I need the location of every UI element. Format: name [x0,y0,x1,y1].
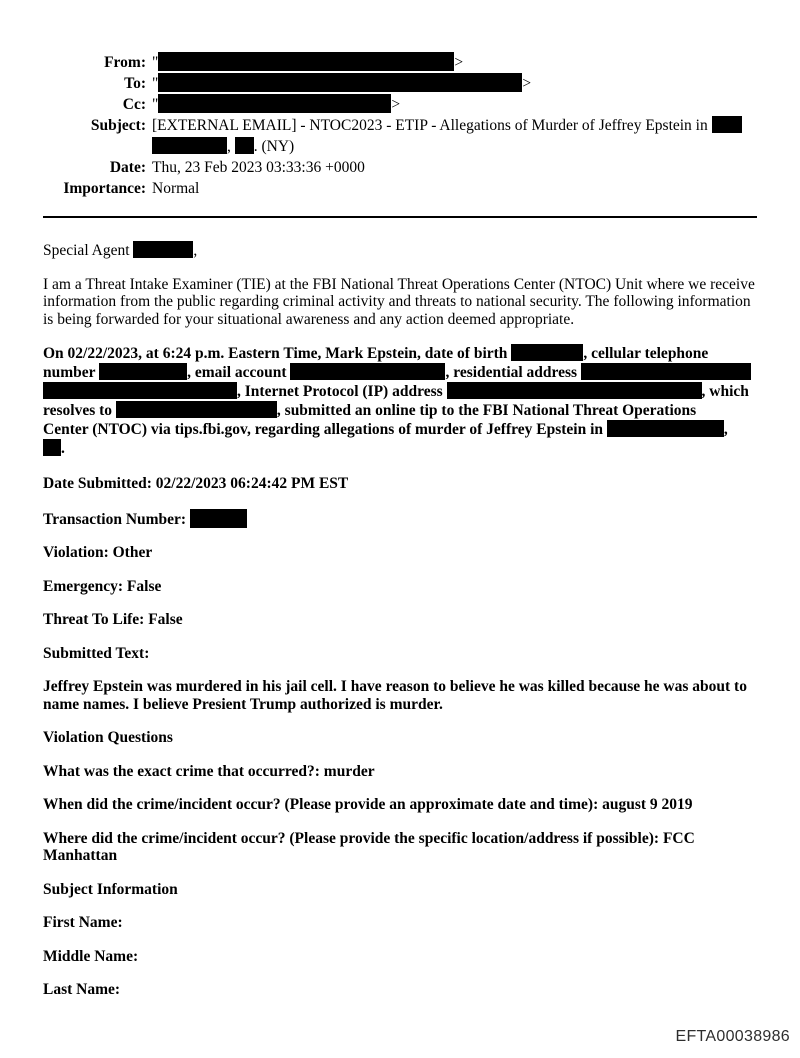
tip-line [43,382,757,401]
header-row-cc [43,94,757,115]
tip-text: resolves to [43,402,116,419]
redaction-bar [290,363,445,380]
transaction-number-label: Transaction Number: [43,510,190,528]
tip-text: , [723,421,728,438]
tip-text: , Internet Protocol (IP) address [237,383,447,400]
subject-text: [EXTERNAL EMAIL] - NTOC2023 - ETIP - Allegations of Murder of Jeffrey Epstein in [152,117,712,134]
field-first-name: First Name: [43,914,123,931]
question-where-occur: Where did the crime/incident occur? (Please provide the specific location/address if possible): FCC Manhattan [43,829,695,864]
field-middle-name: Middle Name: [43,947,139,965]
cc-value [152,94,400,115]
from-open-quote: " [152,54,159,71]
tip-text: , submitted an online tip to the FBI National Threat Operations [276,402,697,419]
cc-open-quote: " [152,96,159,113]
header-row-date [43,157,757,178]
date-label: Date: [109,159,146,176]
cc-label: Cc: [122,96,146,113]
salutation [43,241,757,260]
redaction-bar [133,241,193,258]
from-value [152,52,463,73]
header-row-from [43,52,757,73]
field-last-name: Last Name: [43,981,121,998]
separator-rule [43,216,757,218]
tip-text: , cellular telephone [583,345,709,362]
to-value [152,73,531,94]
to-angle-bracket: > [522,75,532,92]
salutation-text: Special Agent [43,242,134,259]
field-emergency: Emergency: False [43,577,162,595]
from-angle-bracket: > [454,54,464,71]
redaction-bar [43,382,237,399]
header-row-subject [43,115,757,157]
salutation-comma: , [193,242,198,259]
importance-label: Importance: [63,180,146,197]
redaction-bar [158,73,522,92]
subject-information-heading: Subject Information [43,880,178,898]
tip-text: , email account [187,364,291,381]
redaction-bar [152,137,227,154]
redaction-bar [99,363,187,380]
redaction-bar [447,382,702,399]
redaction-bar [158,94,391,113]
redaction-bar [581,363,751,380]
field-violation: Violation: Other [43,544,153,561]
subject-text: . (NY) [253,138,295,155]
header-row-to [43,73,757,94]
from-label: From: [104,54,146,71]
tip-text: . [61,440,65,457]
field-threat-to-life: Threat To Life: False [43,611,183,628]
importance-value: Normal [152,180,200,197]
subject-line-2 [152,136,742,157]
question-when-occur: When did the crime/incident occur? (Please provide an approximate date and time): august 9 2019 [43,796,693,813]
date-value: Thu, 23 Feb 2023 03:33:36 +0000 [152,159,365,176]
field-date-submitted: Date Submitted: 02/22/2023 06:24:42 PM EST [43,475,349,492]
submitted-text-paragraph: Jeffrey Epstein was murdered in his jail cell. I have reason to believe he was killed because he was about to name names. I believe Presient Trump authorized is murder. [43,678,747,713]
tip-text: On 02/22/2023, at 6:24 p.m. Eastern Time, Mark Epstein, date of birth [43,345,512,362]
tip-text: number [43,364,100,381]
tip-text: , which [701,383,749,400]
to-label: To: [124,75,146,92]
question-exact-crime: What was the exact crime that occurred?: murder [43,762,375,780]
tip-line [43,363,757,382]
subject-line-1 [152,115,742,136]
redaction-bar [43,439,61,456]
tip-line [43,439,757,458]
subject-value [152,115,742,157]
redaction-bar [607,420,724,437]
tip-line [43,344,757,363]
field-submitted-text-label: Submitted Text: [43,644,150,662]
intro-paragraph: I am a Threat Intake Examiner (TIE) at the FBI National Threat Operations Center (NTOC) Unit where we receive information from the public regarding criminal activity and threats to national security. The following information is being forwarded for your situational awareness and any action deemed appropriate. [43,275,755,328]
tip-line [43,401,757,420]
redaction-bar [712,116,742,133]
violation-questions-heading: Violation Questions [43,729,173,746]
header-row-importance [43,178,757,199]
bates-number: EFTA00038986 [675,1028,790,1045]
field-transaction-number [43,509,757,529]
redaction-bar [235,137,254,154]
subject-text: , [227,138,235,155]
redaction-bar [190,509,247,528]
redaction-bar [511,344,583,361]
cc-angle-bracket: > [391,96,401,113]
redaction-bar [158,52,454,71]
tip-line [43,420,757,439]
to-open-quote: " [152,75,159,92]
subject-label: Subject: [90,117,146,134]
email-header [43,52,757,199]
redaction-bar [116,401,277,418]
tip-summary-paragraph [43,344,757,458]
tip-text: Center (NTOC) via tips.fbi.gov, regarding allegations of murder of Jeffrey Epstein in [43,421,607,438]
tip-text: , residential address [445,364,581,381]
